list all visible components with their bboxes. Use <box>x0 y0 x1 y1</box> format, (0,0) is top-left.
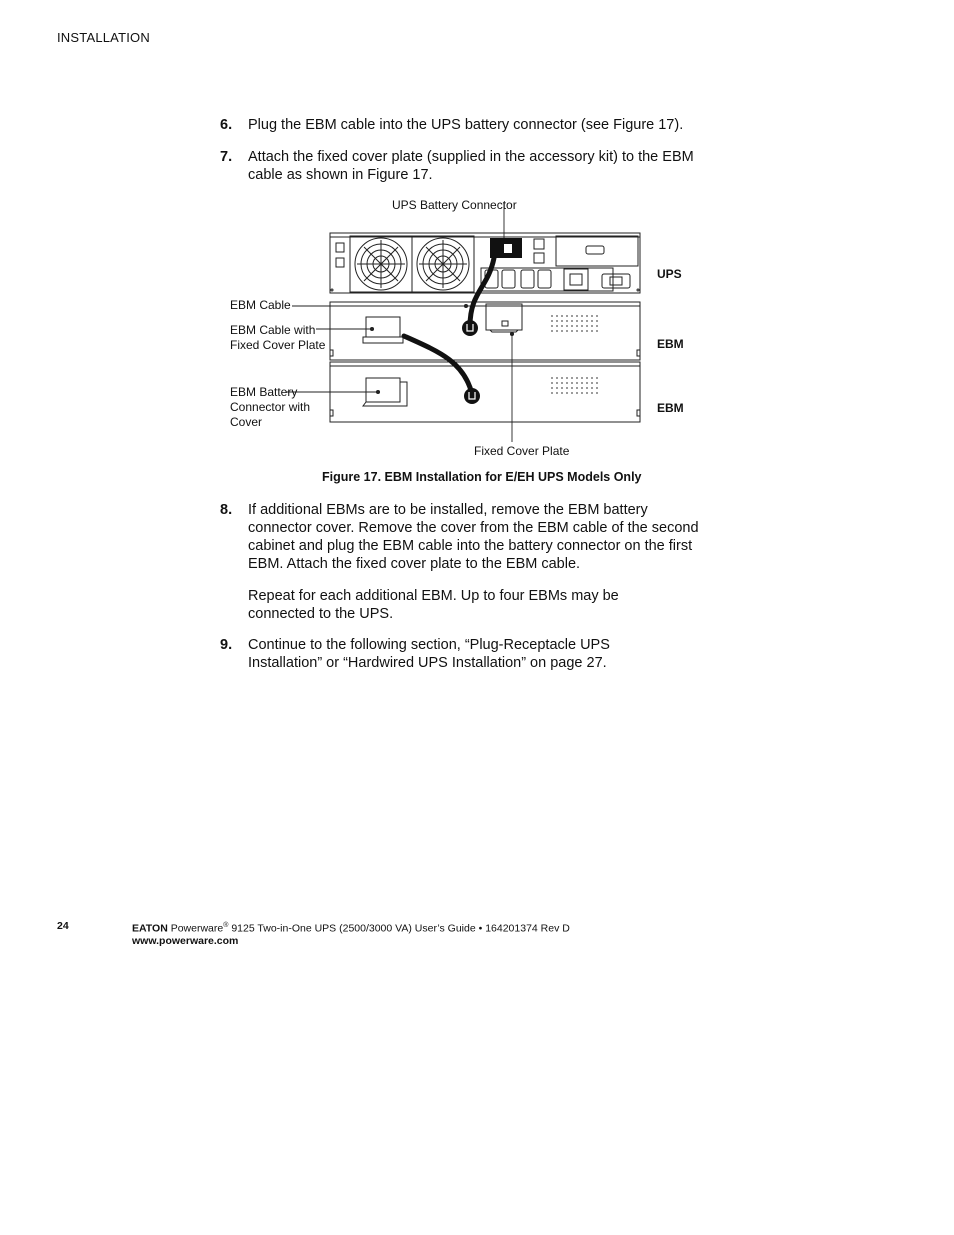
step-8 <box>220 501 700 573</box>
label-ebm-cable-fixed-cover-line2: Fixed Cover Plate <box>230 338 326 352</box>
label-ebm-battery-connector-line3: Cover <box>230 415 263 429</box>
label-ups-battery-connector: UPS Battery Connector <box>392 198 517 212</box>
footer-product: Powerware <box>170 922 224 935</box>
step-7 <box>220 148 700 184</box>
footer-url: www.powerware.com <box>132 934 239 947</box>
footer-reg-mark: ® <box>223 922 229 929</box>
label-ebm-cable-fixed-cover-line1: EBM Cable with <box>230 323 316 337</box>
step-number: 8. <box>220 502 233 518</box>
section-header: INSTALLATION <box>57 30 150 45</box>
step-9 <box>220 636 660 672</box>
step-6 <box>220 116 700 134</box>
page-number: 24 <box>57 920 69 932</box>
step-text: Plug the EBM cable into the UPS battery connector (see Figure 17). <box>248 117 684 133</box>
footer-text <box>132 920 570 947</box>
unit-label-ups: UPS <box>657 267 682 281</box>
ebm-cable-plug-lower <box>464 388 480 404</box>
step-text: If additional EBMs are to be installed, remove the EBM battery connector cover. Remove the cover from the EBM cable of the second cabinet and plug the EBM cable into the battery connector on the first EBM. Attach the fixed cover plate to the EBM cable. <box>248 502 699 572</box>
repeat-note: Repeat for each additional EBM. Up to four EBMs may be connected to the UPS. <box>248 588 619 622</box>
fan-right-icon <box>412 236 474 292</box>
vent-grid-ebm1 <box>551 315 598 332</box>
fan-left-icon <box>350 236 412 292</box>
step-text: Continue to the following section, “Plug-Receptacle UPS Installation” or “Hardwired UPS Installation” on page 27. <box>248 637 610 671</box>
step-text: Attach the fixed cover plate (supplied in the accessory kit) to the EBM cable as shown in Figure 17. <box>248 149 694 183</box>
footer-rest: 9125 Two-in-One UPS (2500/3000 VA) User’s Guide • 164201374 Rev D <box>228 922 570 935</box>
figure-ebm-installation <box>226 192 696 464</box>
ebm-unit-1 <box>330 302 640 360</box>
footer-title-line <box>132 920 570 935</box>
label-fixed-cover-plate: Fixed Cover Plate <box>474 444 570 458</box>
step-number: 7. <box>220 149 233 165</box>
figure-caption: Figure 17. EBM Installation for E/EH UPS Models Only <box>322 470 642 484</box>
ebm-cable-lower <box>404 336 472 394</box>
unit-label-ebm-1: EBM <box>657 337 684 351</box>
label-ebm-battery-connector-line2: Connector with <box>230 400 311 414</box>
label-ebm-cable: EBM Cable <box>230 298 291 312</box>
ebm-cable-plug-upper <box>462 320 478 336</box>
step-number: 6. <box>220 117 233 133</box>
unit-label-ebm-2: EBM <box>657 401 684 415</box>
label-ebm-battery-connector-line1: EBM Battery <box>230 385 298 399</box>
step-number: 9. <box>220 637 233 653</box>
footer-brand: EATON <box>132 922 168 935</box>
vent-grid-ebm2 <box>551 377 598 394</box>
